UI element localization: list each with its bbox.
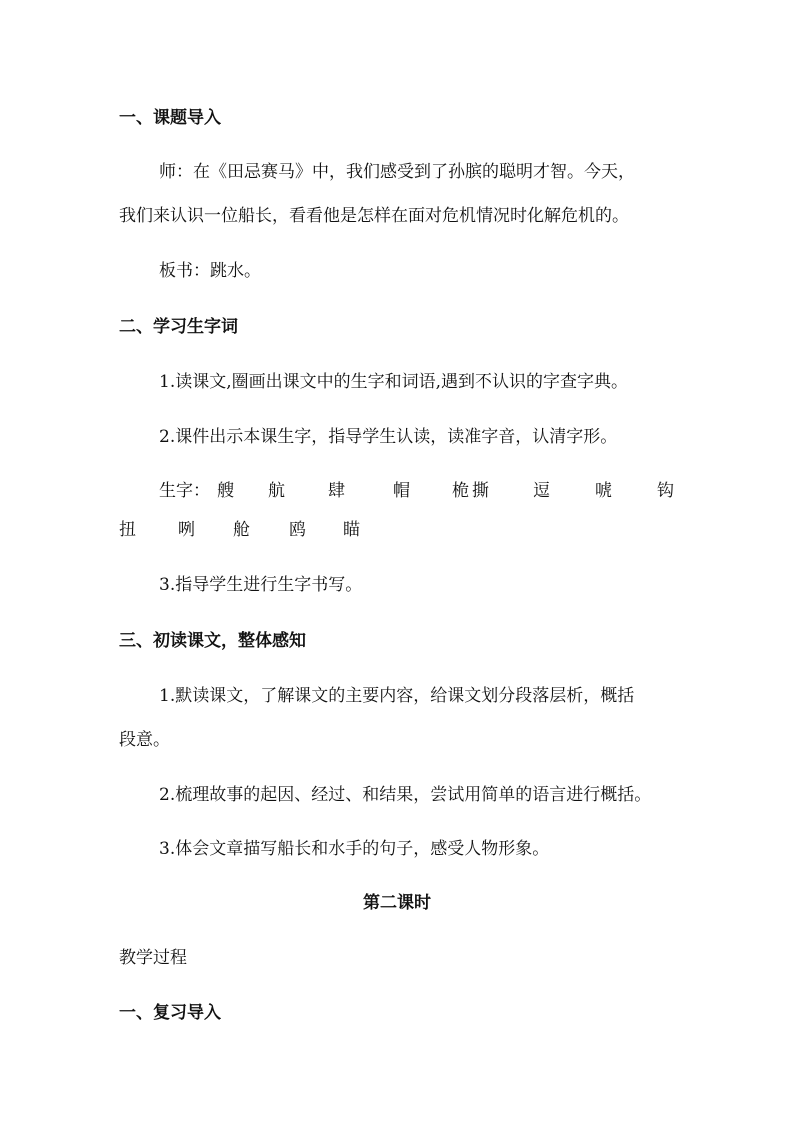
section-heading-4: 一、复习导入	[119, 1003, 221, 1023]
subheading: 教学过程	[119, 948, 187, 968]
character: 帽	[393, 481, 410, 501]
character: 桅	[452, 481, 469, 501]
character: 瞄	[343, 520, 360, 540]
new-characters-row-1	[159, 479, 699, 503]
character: 艘	[217, 481, 234, 501]
character: 肆	[328, 481, 345, 501]
character: 航	[268, 481, 285, 501]
section-heading-2: 二、学习生字词	[119, 317, 238, 337]
list-item: 2.课件出示本课生字，指导学生认读，读准字音，认清字形。	[159, 427, 618, 447]
character: 鸥	[289, 520, 306, 540]
list-item-continuation: 段意。	[119, 730, 170, 750]
list-item: 3.体会文章描写船长和水手的句子，感受人物形象。	[159, 839, 550, 859]
character: 咧	[178, 520, 195, 540]
character: 扭	[119, 520, 136, 540]
character: 逗	[533, 481, 550, 501]
list-item: 3.指导学生进行生字书写。	[159, 575, 363, 595]
paragraph-line: 师：在《田忌赛马》中，我们感受到了孙膑的聪明才智。今天，	[159, 162, 635, 182]
character: 钩	[657, 481, 674, 501]
lesson-title: 第二课时	[363, 893, 431, 913]
section-heading-3: 三、初读课文，整体感知	[119, 631, 306, 651]
character: 舱	[233, 520, 250, 540]
new-characters-row-2	[119, 518, 419, 542]
character: 唬	[595, 481, 612, 501]
list-item: 2.梳理故事的起因、经过、和结果，尝试用简单的语言进行概括。	[159, 785, 652, 805]
character: 撕	[472, 481, 489, 501]
list-item: 1.读课文,圈画出课文中的生字和词语,遇到不认识的字查字典。	[159, 372, 629, 392]
paragraph-line: 板书：跳水。	[159, 261, 261, 281]
section-heading-1: 一、课题导入	[119, 108, 221, 128]
paragraph-line: 我们来认识一位船长，看看他是怎样在面对危机情况时化解危机的。	[119, 206, 629, 226]
list-item: 1.默读课文，了解课文的主要内容，给课文划分段落层析，概括	[159, 686, 635, 706]
chars-label: 生字：	[159, 481, 210, 501]
